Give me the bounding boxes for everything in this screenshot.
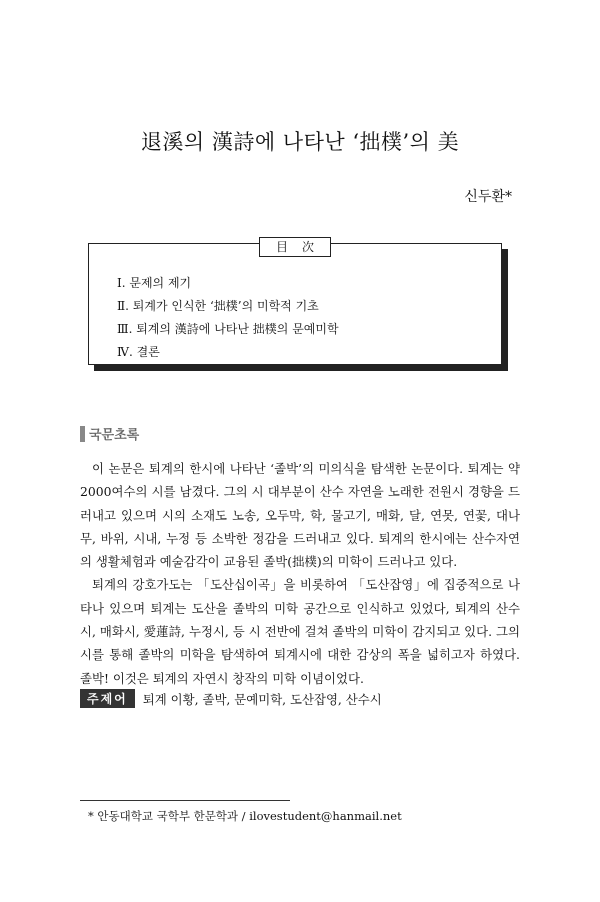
keywords-row [80, 689, 382, 708]
abstract-heading-label: 국문초록 [89, 428, 140, 443]
toc-item: Ⅰ. 문제의 제기 [117, 276, 192, 290]
keywords-text: 퇴계 이황, 졸박, 문예미학, 도산잡영, 산수시 [142, 691, 382, 707]
toc-item: Ⅳ. 결론 [117, 345, 160, 359]
paper-title: 退溪의 漢詩에 나타난 ‘拙樸’의 美 [140, 130, 460, 154]
abstract-paragraph: 퇴계의 강호가도는 「도산십이곡」을 비롯하여 「도산잡영」에 집중적으로 나타나 있으며 퇴계는 도산을 졸박의 미학 공간으로 인식하고 있었다, 퇴계의 산수시, 매화시, 愛蓮詩, 누정시, 등 시 전반에 걸쳐 졸박의 미학이 감지되고 있다. 그의 시를 통해 졸박의 미학을 탐색하여 퇴계시에 대한 감상의 폭을 넓히고자 하였다. 졸박! 이것은 퇴계의 자연시 창작의 미학 이념이었다. [80, 577, 520, 686]
section-bar-icon [80, 426, 85, 442]
footnote: * 안동대학교 국학부 한문학과 / ilovestudent@hanmail.net [88, 809, 402, 823]
abstract-paragraph: 이 논문은 퇴계의 한시에 나타난 ‘졸박’의 미의식을 탐색한 논문이다. 퇴계는 약 2000여수의 시를 남겼다. 그의 시 대부분이 산수 자연을 노래한 전원시 경향을 드러내고 있으며 시의 소재도 노송, 오두막, 학, 물고기, 매화, 달, 연못, 연꽃, 대나무, 바위, 시내, 누정 등 소박한 정감을 드러내고 있다. 퇴계의 한시에는 산수자연의 생활체험과 예술감각이 교융된 졸박(拙樸)의 미학이 드러나고 있다. [80, 461, 520, 570]
abstract-heading [80, 424, 139, 443]
toc-list [117, 272, 339, 364]
author-name: 신두환* [464, 189, 512, 205]
toc-item: Ⅱ. 퇴계가 인식한 ‘拙樸’의 미학적 기초 [117, 299, 319, 313]
keywords-label: 주제어 [80, 689, 135, 708]
abstract-body [80, 457, 520, 690]
toc-item: Ⅲ. 퇴계의 漢詩에 나타난 拙樸의 문예미학 [117, 322, 339, 336]
footnote-divider [80, 800, 290, 801]
table-of-contents [88, 240, 502, 365]
toc-heading: 目次 [259, 237, 331, 257]
